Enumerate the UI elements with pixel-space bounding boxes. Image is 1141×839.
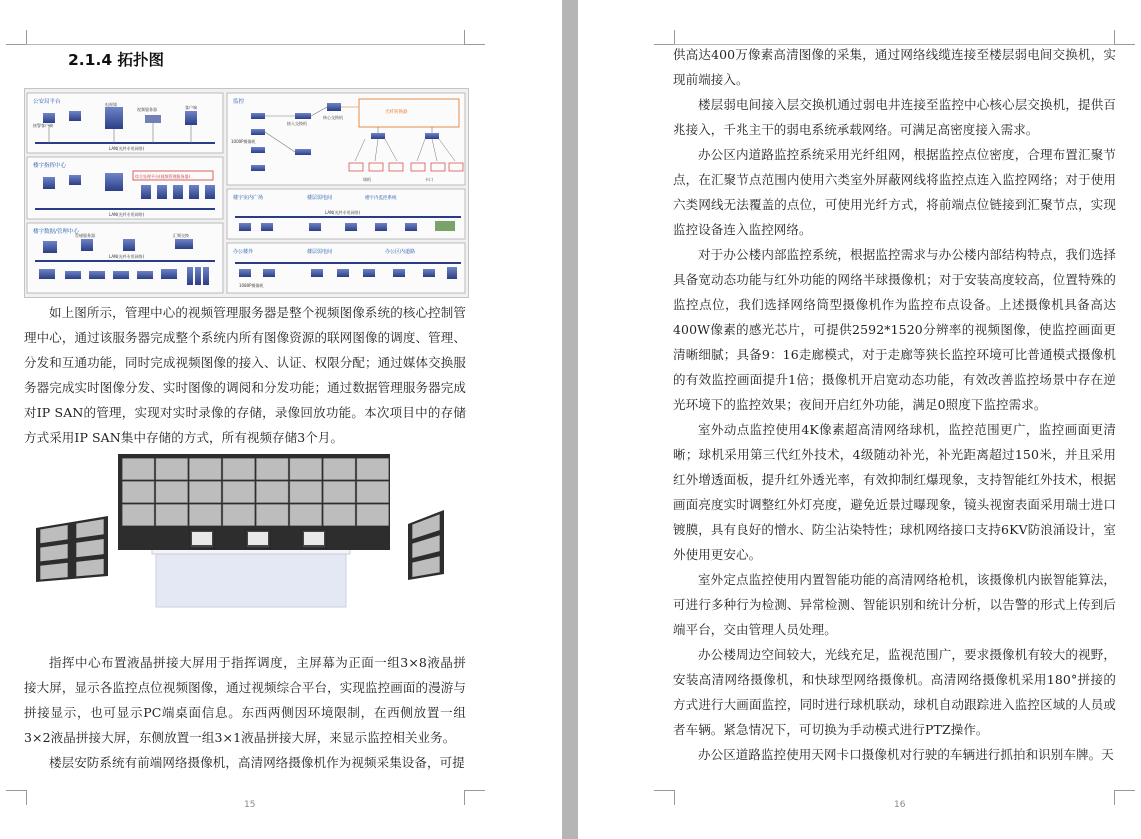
switch-icon	[295, 149, 311, 155]
page-number: 16	[894, 800, 906, 810]
paragraph: 如上图所示，管理中心的视频管理服务器是整个视频图像系统的核心控制管理中心，通过该服务器完成整个系统内所有图像资源的联网图像的调度、管理、分发和互通功能，同时完成视频图像的接入、认证、权限分配；通过媒体交换服务器完成实时图像分发、实时图像的调阅和分发功能；通过数据管理服务器完成对IP SAN的管理，实现对实时录像的存储，录像回放功能。本次项目中的存储方式采用IP SAN集中存储的方式，所有视频存储3个月。	[24, 305, 466, 445]
wall-screen-tile	[290, 482, 322, 503]
topology-label: 公安局平台	[33, 99, 61, 105]
wall-screen-tile	[156, 482, 188, 503]
topology-label: 楼宇指挥中心	[33, 163, 67, 169]
storage-icon	[39, 269, 55, 279]
server-icon	[145, 115, 161, 123]
page-gutter	[562, 0, 578, 839]
switch-icon	[425, 133, 439, 139]
video-wall-icon	[105, 107, 123, 129]
topology-label: 光纤转换器	[385, 110, 408, 115]
wall-screen-tile	[190, 505, 222, 526]
wall-screen-tile	[40, 563, 67, 580]
page-15	[0, 0, 562, 839]
camera-icon	[345, 223, 357, 231]
wall-screen-tile	[223, 482, 255, 503]
wall-screen-tile	[324, 459, 356, 480]
camera-icon	[423, 269, 435, 277]
workstation-icon	[123, 239, 135, 251]
camera-icon	[337, 269, 349, 277]
wall-screen-tile	[123, 482, 155, 503]
wall-screen-tile	[357, 482, 389, 503]
camera-icon	[447, 267, 457, 279]
topology-label: 电视墙	[105, 102, 117, 107]
console-desk	[156, 552, 346, 607]
crop-mark	[6, 790, 27, 805]
camera-icon	[393, 269, 405, 277]
workstation-icon	[43, 241, 57, 253]
paragraph: 办公楼周边空间较大，光线充足，监视范围广，要求摄像机有较大的视野，安装高清网络摄像机，和快球型网络摄像机。高清网络摄像机采用180°拼接的方式进行大画面监控，同时进行球机联动，球机自动跟踪进入监控区域的人员或者车辆。紧急情况下，可切换为手动模式进行PTZ操作。	[673, 647, 1116, 737]
workstation-icon	[43, 177, 55, 189]
camera-icon	[375, 223, 387, 231]
topology-label: 办公楼外	[233, 249, 254, 255]
crop-mark	[6, 30, 27, 45]
topology-label: 楼层弱电间	[307, 249, 333, 255]
crop-mark	[654, 30, 675, 45]
wall-screen-tile	[324, 505, 356, 526]
page-16	[578, 0, 1141, 839]
camera-icon	[405, 223, 417, 231]
topology-label: LAN(光纤专用网络)	[109, 146, 145, 151]
topology-label: 存储服务器	[75, 233, 95, 238]
topology-label: 视频服务器	[137, 107, 157, 112]
wall-screen-tile	[190, 482, 222, 503]
workstation-icon	[43, 113, 55, 123]
topology-diagram	[24, 88, 469, 298]
topology-label: 楼宇室内广场	[233, 195, 264, 201]
storage-icon	[137, 271, 153, 279]
topology-label: 卡口	[425, 177, 433, 182]
wall-screen-tile	[257, 459, 289, 480]
paragraph: 指挥中心布置液晶拼接大屏用于指挥调度，主屏幕为正面一组3×8液晶拼接大屏，显示各监控点位视频图像，通过视频综合平台，实现监控画面的漫游与拼接显示，也可显示PC端桌面信息。东西两侧因环境限制，在西侧放置一组3×2液晶拼接大屏，东侧放置一组3×1液晶拼接大屏，来显示监控相关业务。	[24, 655, 466, 745]
page-number: 15	[244, 800, 256, 810]
section-heading: 2.1.4 拓扑图	[68, 51, 165, 69]
camera-icon	[239, 269, 251, 277]
storage-icon	[203, 267, 209, 285]
wall-screen-tile	[357, 505, 389, 526]
workstation-icon	[81, 239, 93, 251]
paragraph: 室外动点监控使用4K像素超高清网络球机，监控范围更广，监控画面更清晰；球机采用第三代红外技术，4级随动补光，补光距离超过150米，并且采用红外增透面板，提升红外透光率，有效抑制红爆现象，支持智能红外技术，根据画面亮度实时调整红外灯亮度，避免近景过曝现象，镜头视窗表面采用瑞士进口镀膜，具有良好的憎水、防尘沾染特性；球机网络接口支持6KV防浪涌设计，室外使用更安心。	[673, 422, 1116, 562]
wall-screen-tile	[223, 459, 255, 480]
topology-label: LAN(光纤专用网络)	[325, 210, 361, 215]
crop-mark	[1114, 30, 1135, 45]
topology-label: 监控	[233, 99, 245, 105]
switch-icon	[175, 239, 193, 249]
storage-icon	[161, 269, 177, 279]
crop-mark	[464, 30, 485, 45]
paragraph: 室外定点监控使用内置智能功能的高清网络枪机，该摄像机内嵌智能算法，可进行多种行为检测、异常检测、智能识别和统计分析，以告警的形式上传到后端平台，交由管理人员处理。	[673, 572, 1116, 637]
workstation-icon	[69, 111, 81, 121]
server-icon	[189, 185, 199, 199]
topology-label: 核心交换机	[323, 115, 343, 120]
door-access-icon	[435, 221, 455, 231]
server-icon	[157, 185, 167, 199]
camera-icon	[261, 223, 273, 231]
paragraph: 办公区道路监控使用天网卡口摄像机对行驶的车辆进行抓拍和识别车牌。天	[698, 747, 1114, 762]
topology-label: 汇聚交换	[173, 233, 189, 238]
storage-icon	[195, 267, 201, 285]
wall-screen-tile	[156, 459, 188, 480]
wall-screen-tile	[156, 505, 188, 526]
wall-screen-tile	[123, 505, 155, 526]
topology-label: 办公区内道路	[385, 249, 416, 255]
camera-icon	[311, 269, 323, 277]
core-switch-icon	[327, 103, 341, 111]
topology-label: 1000P摄像机	[231, 139, 256, 144]
workstation-icon	[185, 111, 197, 125]
wall-screen-tile	[290, 505, 322, 526]
wall-screen-tile	[257, 505, 289, 526]
server-icon	[205, 185, 215, 199]
wall-screen-tile	[324, 482, 356, 503]
paragraph: 供高达400万像素高清图像的采集，通过网络线缆连接至楼层弱电间交换机，实现前端接入。	[673, 47, 1116, 87]
wall-screen-tile	[190, 459, 222, 480]
paragraph: 对于办公楼内部监控系统，根据监控需求与办公楼内部结构特点，我们选择具备宽动态功能与红外功能的网络半球摄像机；对于安装高度较高，位置特殊的监控点位，我们选择网络筒型摄像机作为监控布点设备。上述摄像机具备高达400W像素的感光芯片，可提供2592*1520分辨率的视频图像，使监控画面更清晰细腻；具备9：16走廊模式，对于走廊等狭长监控环境可比普通模式摄像机的有效监控画面提升1倍；摄像机开启宽动态功能，有效改善监控场景中存在逆光环境下的监控效果；夜间开启红外功能，满足0照度下监控需求。	[673, 247, 1116, 412]
server-icon	[141, 185, 151, 199]
video-wall-graphic	[24, 452, 467, 612]
wall-screen-tile	[357, 459, 389, 480]
camera-icon	[309, 223, 321, 231]
workstation-icon	[69, 175, 81, 185]
video-wall-illustration	[24, 452, 467, 612]
topology-label: 客户端	[185, 105, 197, 110]
camera-icon	[251, 113, 265, 119]
camera-icon	[251, 147, 265, 153]
topology-label: 综合处理平台(视频管理服务器)	[135, 174, 191, 179]
wall-screen-tile	[290, 459, 322, 480]
topology-label: 楼层弱电间	[307, 195, 333, 201]
topology-diagram-graphic	[25, 89, 468, 297]
camera-icon	[251, 165, 265, 171]
topology-label: LAN(光纤专用网络)	[109, 212, 145, 217]
storage-icon	[113, 271, 129, 279]
topology-label: 接警客户端	[33, 123, 53, 128]
topology-label: 球机	[363, 177, 371, 182]
switch-icon	[371, 133, 385, 139]
paragraph: 楼层弱电间接入层交换机通过弱电井连接至监控中心核心层交换机，提供百兆接入，千兆主干的弱电系统承载网络。可满足高密度接入需求。	[673, 97, 1116, 137]
wall-screen-tile	[123, 459, 155, 480]
crop-mark	[654, 790, 675, 805]
wall-screen-tile	[257, 482, 289, 503]
wall-screen-tile	[223, 505, 255, 526]
camera-icon	[239, 223, 251, 231]
video-wall-icon	[105, 173, 123, 191]
camera-icon	[263, 269, 275, 277]
topology-label: 接入交换机	[287, 121, 307, 126]
crop-mark	[464, 790, 485, 805]
storage-icon	[65, 271, 81, 279]
camera-icon	[251, 129, 265, 135]
header-rule	[26, 44, 464, 45]
paragraph: 楼层安防系统有前端网络摄像机，高清网络摄像机作为视频采集设备，可提	[49, 755, 465, 770]
server-icon	[173, 185, 183, 199]
storage-icon	[187, 267, 193, 285]
wall-screen-tile	[76, 559, 103, 576]
paragraph: 办公区内道路监控系统采用光纤组网，根据监控点位密度，合理布置汇聚节点，在汇聚节点范围内使用六类室外屏蔽网线将监控点连入监控网络；对于使用六类网线无法覆盖的点位，可使用光纤方式，将前端点位链接到汇聚节点，实现监控设备连入监控网络。	[673, 147, 1116, 237]
topology-label: LAN(光纤专用网络)	[109, 254, 145, 259]
topology-label: 楼宇内监控系统	[365, 196, 397, 201]
switch-icon	[295, 113, 311, 119]
topology-label: 楼宇数据/管理中心	[33, 229, 79, 235]
topology-label: 1080P摄像机	[239, 283, 264, 288]
storage-icon	[89, 271, 105, 279]
crop-mark	[1114, 790, 1135, 805]
camera-icon	[363, 269, 375, 277]
